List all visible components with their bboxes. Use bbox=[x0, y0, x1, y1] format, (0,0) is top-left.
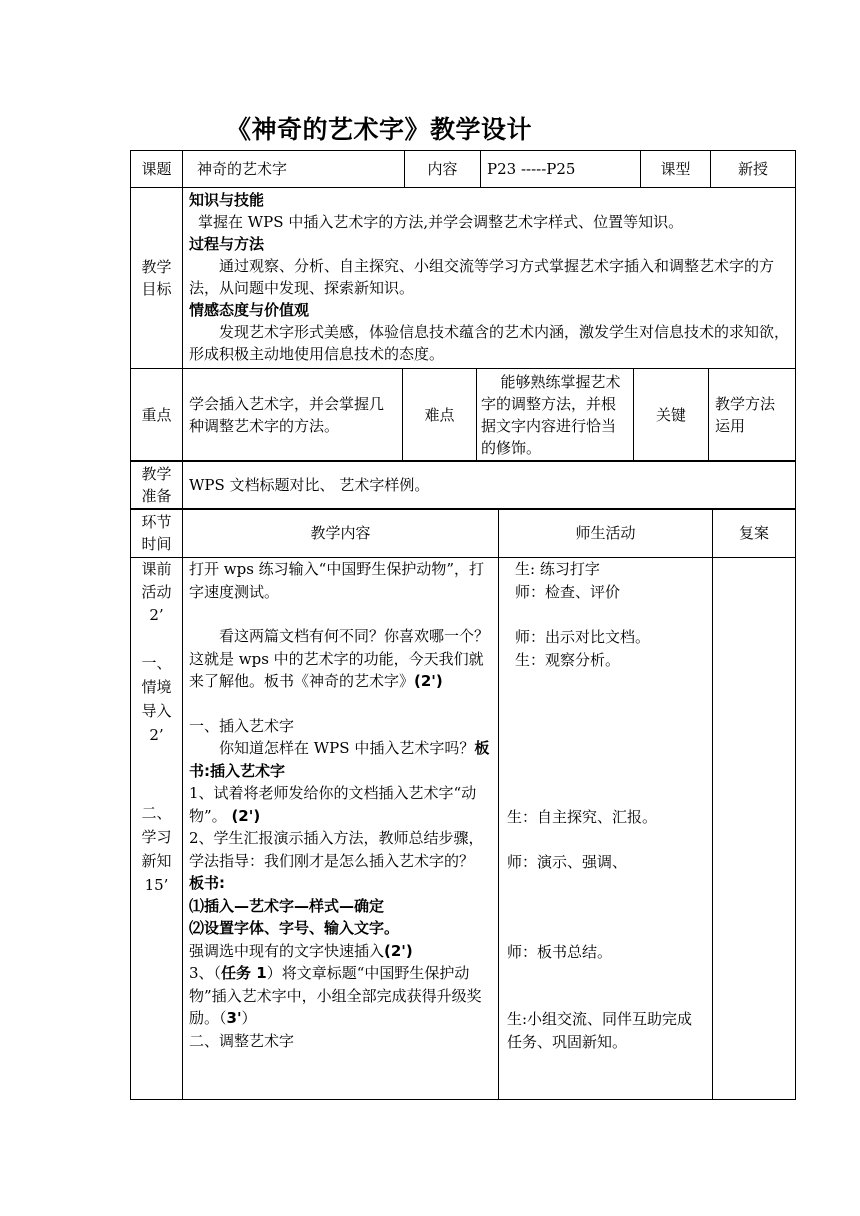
content-line-1: 打开 wps 练习输入“中国野生保护动物”，打字速度测试。 bbox=[189, 560, 485, 601]
header-activity: 师生活动 bbox=[499, 509, 713, 558]
content-line-11c: ）将文章标题“中国野生保护动物”插入艺术字中，小组全部完成获得升级奖励。（ bbox=[189, 964, 482, 1027]
content-line-4: 你知道怎样在 WPS 中插入艺术字吗？ bbox=[219, 739, 475, 757]
content-line-10: 强调选中现有的文字快速插入 bbox=[189, 941, 385, 960]
content-cell bbox=[183, 558, 499, 1100]
type-value: 新授 bbox=[711, 151, 796, 188]
content-line-11a: 3、（ bbox=[189, 964, 222, 982]
goal-knowledge-text: 掌握在 WPS 中插入艺术字的方法,并学会调整艺术字样式、位置等知识。 bbox=[198, 213, 684, 231]
content-line-5-time: (2') bbox=[231, 806, 261, 825]
header-content: 教学内容 bbox=[183, 509, 499, 558]
key-text: 教学方法运用 bbox=[709, 369, 796, 462]
topic-value: 神奇的艺术字 bbox=[183, 151, 405, 188]
process-table bbox=[130, 508, 796, 1100]
activity-4: 生：观察分析。 bbox=[515, 651, 621, 669]
activity-3: 师：出示对比文档。 bbox=[515, 628, 651, 646]
goal-knowledge-title: 知识与技能 bbox=[189, 191, 265, 209]
content-line-7: 板书: bbox=[189, 874, 225, 892]
prep-table bbox=[130, 460, 796, 510]
content-value: P23 -----P25 bbox=[481, 151, 641, 188]
content-line-5: 1、试着将老师发给你的文档插入艺术字“动物”。 bbox=[189, 784, 477, 825]
goals-label: 教学目标 bbox=[131, 188, 183, 369]
content-line-6: 2、学生汇报演示插入方法，教师总结步骤，学法指导：我们刚才是怎么插入艺术字的？ bbox=[189, 829, 484, 870]
prep-text: WPS 文档标题对比、 艺术字样例。 bbox=[183, 461, 796, 510]
stage-new-knowledge: 二、学习新知15’ bbox=[141, 804, 172, 894]
content-line-11e: ） bbox=[241, 1009, 257, 1027]
page-title: 《神奇的艺术字》教学设计 bbox=[226, 115, 533, 144]
content-line-10-time: (2') bbox=[384, 941, 413, 960]
activity-5: 生：自主探究、汇报。 bbox=[507, 808, 658, 826]
activity-1: 生: 练习打字 bbox=[515, 560, 600, 578]
stage-pre-class: 课前活动2’ bbox=[141, 560, 172, 624]
goal-process-text: 通过观察、分析、自主探究、小组交流等学习方式掌握艺术字插入和调整艺术字的方法，从问题中发现、探索新知识。 bbox=[189, 257, 775, 297]
content-line-11-time: 3' bbox=[226, 1009, 242, 1027]
difficulty-text: 能够熟练掌握艺术字的调整方法，并根据文字内容进行恰当的修饰。 bbox=[477, 369, 634, 462]
goal-emotion-text: 发现艺术字形式美感，体验信息技术蕴含的艺术内涵，激发学生对信息技术的求知欲，形成积极主动地使用信息技术的态度。 bbox=[189, 323, 790, 363]
goal-emotion-title: 情感态度与价值观 bbox=[189, 301, 310, 319]
header-time: 环节时间 bbox=[131, 509, 183, 558]
focus-label: 重点 bbox=[131, 369, 183, 462]
content-line-12: 二、调整艺术字 bbox=[189, 1031, 295, 1050]
type-label: 课型 bbox=[641, 151, 711, 188]
focus-table bbox=[130, 368, 796, 462]
key-label: 关键 bbox=[634, 369, 709, 462]
activity-7: 师：板书总结。 bbox=[507, 943, 613, 961]
stage-intro: 一、情境导入2’ bbox=[141, 654, 172, 744]
content-line-2-time: (2') bbox=[414, 672, 443, 690]
content-line-4-board: 板书:插入艺术字 bbox=[189, 739, 490, 780]
goal-process-title: 过程与方法 bbox=[189, 235, 265, 253]
review-cell bbox=[713, 558, 796, 1100]
difficulty-label: 难点 bbox=[403, 369, 477, 462]
goals-body bbox=[183, 188, 796, 369]
activity-6: 师：演示、强调、 bbox=[507, 853, 628, 871]
content-label: 内容 bbox=[405, 151, 481, 188]
content-line-9: ⑵设置字体、字号、输入文字。 bbox=[189, 919, 400, 937]
topic-label: 课题 bbox=[131, 151, 183, 188]
content-line-3: 一、插入艺术字 bbox=[189, 716, 295, 735]
activity-2: 师：检查、评价 bbox=[515, 583, 621, 601]
activity-cell bbox=[499, 558, 713, 1100]
activity-8: 生:小组交流、同伴互助完成任务、巩固新知。 bbox=[507, 1010, 693, 1051]
lesson-info-table bbox=[130, 150, 796, 369]
prep-label: 教学准备 bbox=[131, 461, 183, 510]
content-line-2: 看这两篇文档有何不同？你喜欢哪一个？这就是 wps 中的艺术字的功能，今天我们就来了解他。板书《神奇的艺术字》 bbox=[189, 627, 490, 690]
focus-text: 学会插入艺术字，并会掌握几种调整艺术字的方法。 bbox=[183, 369, 403, 462]
content-line-8: ⑴插入—艺术字—样式—确定 bbox=[189, 896, 385, 915]
content-line-11-task: 任务 1 bbox=[221, 964, 267, 982]
stage-cell bbox=[131, 558, 183, 1100]
header-review: 复案 bbox=[713, 509, 796, 558]
